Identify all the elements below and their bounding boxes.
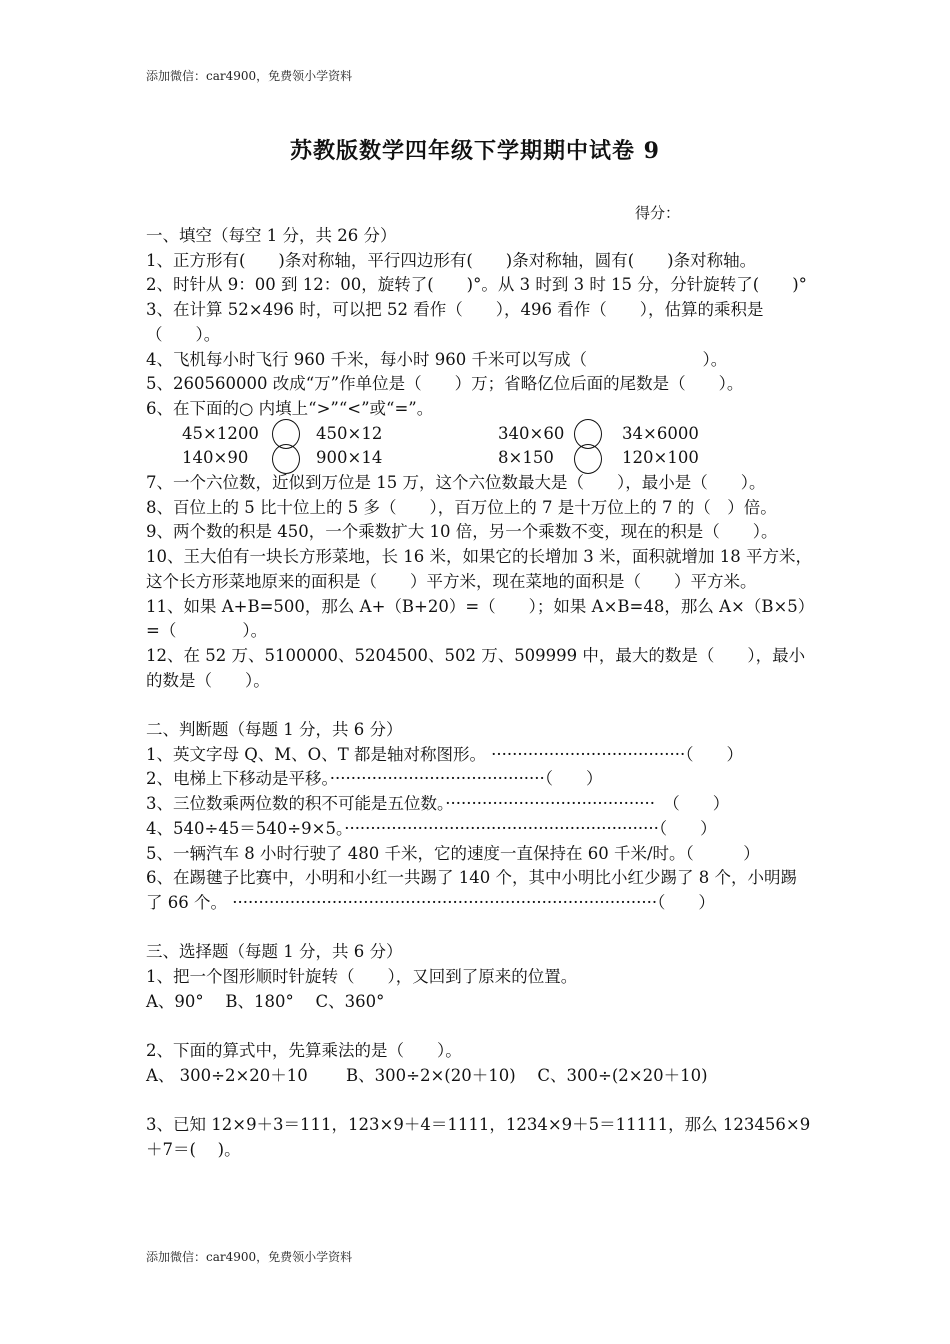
s1-question-1: 1、正方形有( )条对称轴，平行四边形有( )条对称轴，圆有( )条对称轴。	[146, 250, 757, 270]
s1-question-11: 11、如果 A+B=500，那么 A+（B+20）=（ ）；如果 A×B=48，那么 A×（B×5）=（ ）。	[146, 596, 807, 641]
s3-question-1-options: A、90° B、180° C、360°	[146, 991, 385, 1011]
exam-content	[146, 224, 812, 1163]
s3-question-2-options: A、 300÷2×20＋10 B、300÷2×(20＋10) C、300÷(2×20＋10)	[146, 1065, 708, 1085]
compare-expr: 340×60	[498, 423, 565, 443]
s1-question-4: 4、飞机每小时飞行 960 千米，每小时 960 千米可以写成（ ）。	[146, 349, 728, 369]
compare-expr: 8×150	[498, 448, 554, 468]
s3-question-1: 1、把一个图形顺时针旋转（ ），又回到了原来的位置。	[146, 967, 578, 987]
compare-expr: 450×12	[316, 423, 383, 443]
compare-expr: 140×90	[182, 448, 249, 468]
section1-heading: 一、填空（每空 1 分，共 26 分）	[146, 226, 397, 245]
compare-circle[interactable]	[574, 444, 602, 474]
page-title: 苏教版数学四年级下学期期中试卷 9	[290, 138, 660, 164]
header-note: 添加微信：car4900，免费领小学资料	[146, 69, 353, 83]
s2-question-6: 6、在踢毽子比赛中，小明和小红一共踢了 140 个，其中小明比小红少踢了 8 个，小明踢了 66 个。 ·················································································（ ）	[146, 868, 797, 912]
s2-question-2: 2、电梯上下移动是平移。·········································（ ）	[146, 769, 603, 789]
compare-expr: 120×100	[622, 448, 699, 468]
section3-heading: 三、选择题（每题 1 分，共 6 分）	[146, 942, 403, 962]
s2-question-5: 5、一辆汽车 8 小时行驶了 480 千米，它的速度一直保持在 60 千米/时。（ ）	[146, 843, 760, 863]
compare-expr: 34×6000	[622, 423, 699, 443]
s1-question-10: 10、王大伯有一块长方形菜地，长 16 米，如果它的长增加 3 米，面积就增加 18 平方米，这个长方形菜地原来的面积是（ ）平方米，现在菜地的面积是（ ）平方米。	[146, 547, 812, 591]
s1-question-12: 12、在 52 万、5100000、5204500、502 万、509999 中，最大的数是（ ），最小的数是（ ）。	[146, 645, 806, 690]
comparison-grid	[146, 422, 812, 471]
s1-question-3: 3、在计算 52×496 时，可以把 52 看作（ ），496 看作（ ），估算的乘积是（ ）。	[146, 300, 764, 344]
s2-question-1: 1、英文字母 Q、M、O、T 都是轴对称图形。 ·····································（ ）	[146, 744, 743, 764]
s1-question-6: 6、在下面的○ 内填上“>”“<”或“=”。	[146, 398, 434, 418]
s2-question-4: 4、540÷45＝540÷9×5。····························································（ ）	[146, 818, 717, 838]
footer-note: 添加微信：car4900，免费领小学资料	[146, 1250, 353, 1264]
s1-question-9: 9、两个数的积是 450，一个乘数扩大 10 倍，另一个乘数不变，现在的积是（ ）。	[146, 522, 778, 542]
s1-question-8: 8、百位上的 5 比十位上的 5 多（ ），百万位上的 7 是十万位上的 7 的（ ）倍。	[146, 497, 777, 517]
s1-question-5: 5、260560000 改成“万”作单位是（ ）万；省略亿位后面的尾数是（ ）。	[146, 374, 744, 394]
score-label: 得分：	[635, 204, 681, 222]
s1-question-7: 7、一个六位数，近似到万位是 15 万，这个六位数最大是（ ），最小是（ ）。	[146, 473, 766, 493]
compare-expr: 45×1200	[182, 423, 259, 443]
s3-question-3: 3、已知 12×9＋3＝111，123×9＋4＝1111，1234×9＋5＝11111，那么 123456×9＋7＝( )。	[146, 1115, 811, 1159]
compare-circle[interactable]	[272, 444, 300, 474]
s3-question-2: 2、下面的算式中，先算乘法的是（ ）。	[146, 1041, 462, 1061]
compare-expr: 900×14	[316, 448, 383, 468]
section2-heading: 二、判断题（每题 1 分，共 6 分）	[146, 720, 403, 740]
s2-question-3: 3、三位数乘两位数的积不可能是五位数。········································ （ ）	[146, 794, 730, 814]
s1-question-2: 2、时针从 9：00 到 12：00，旋转了( )°。从 3 时到 3 时 15 分，分针旋转了( )°	[146, 275, 807, 295]
